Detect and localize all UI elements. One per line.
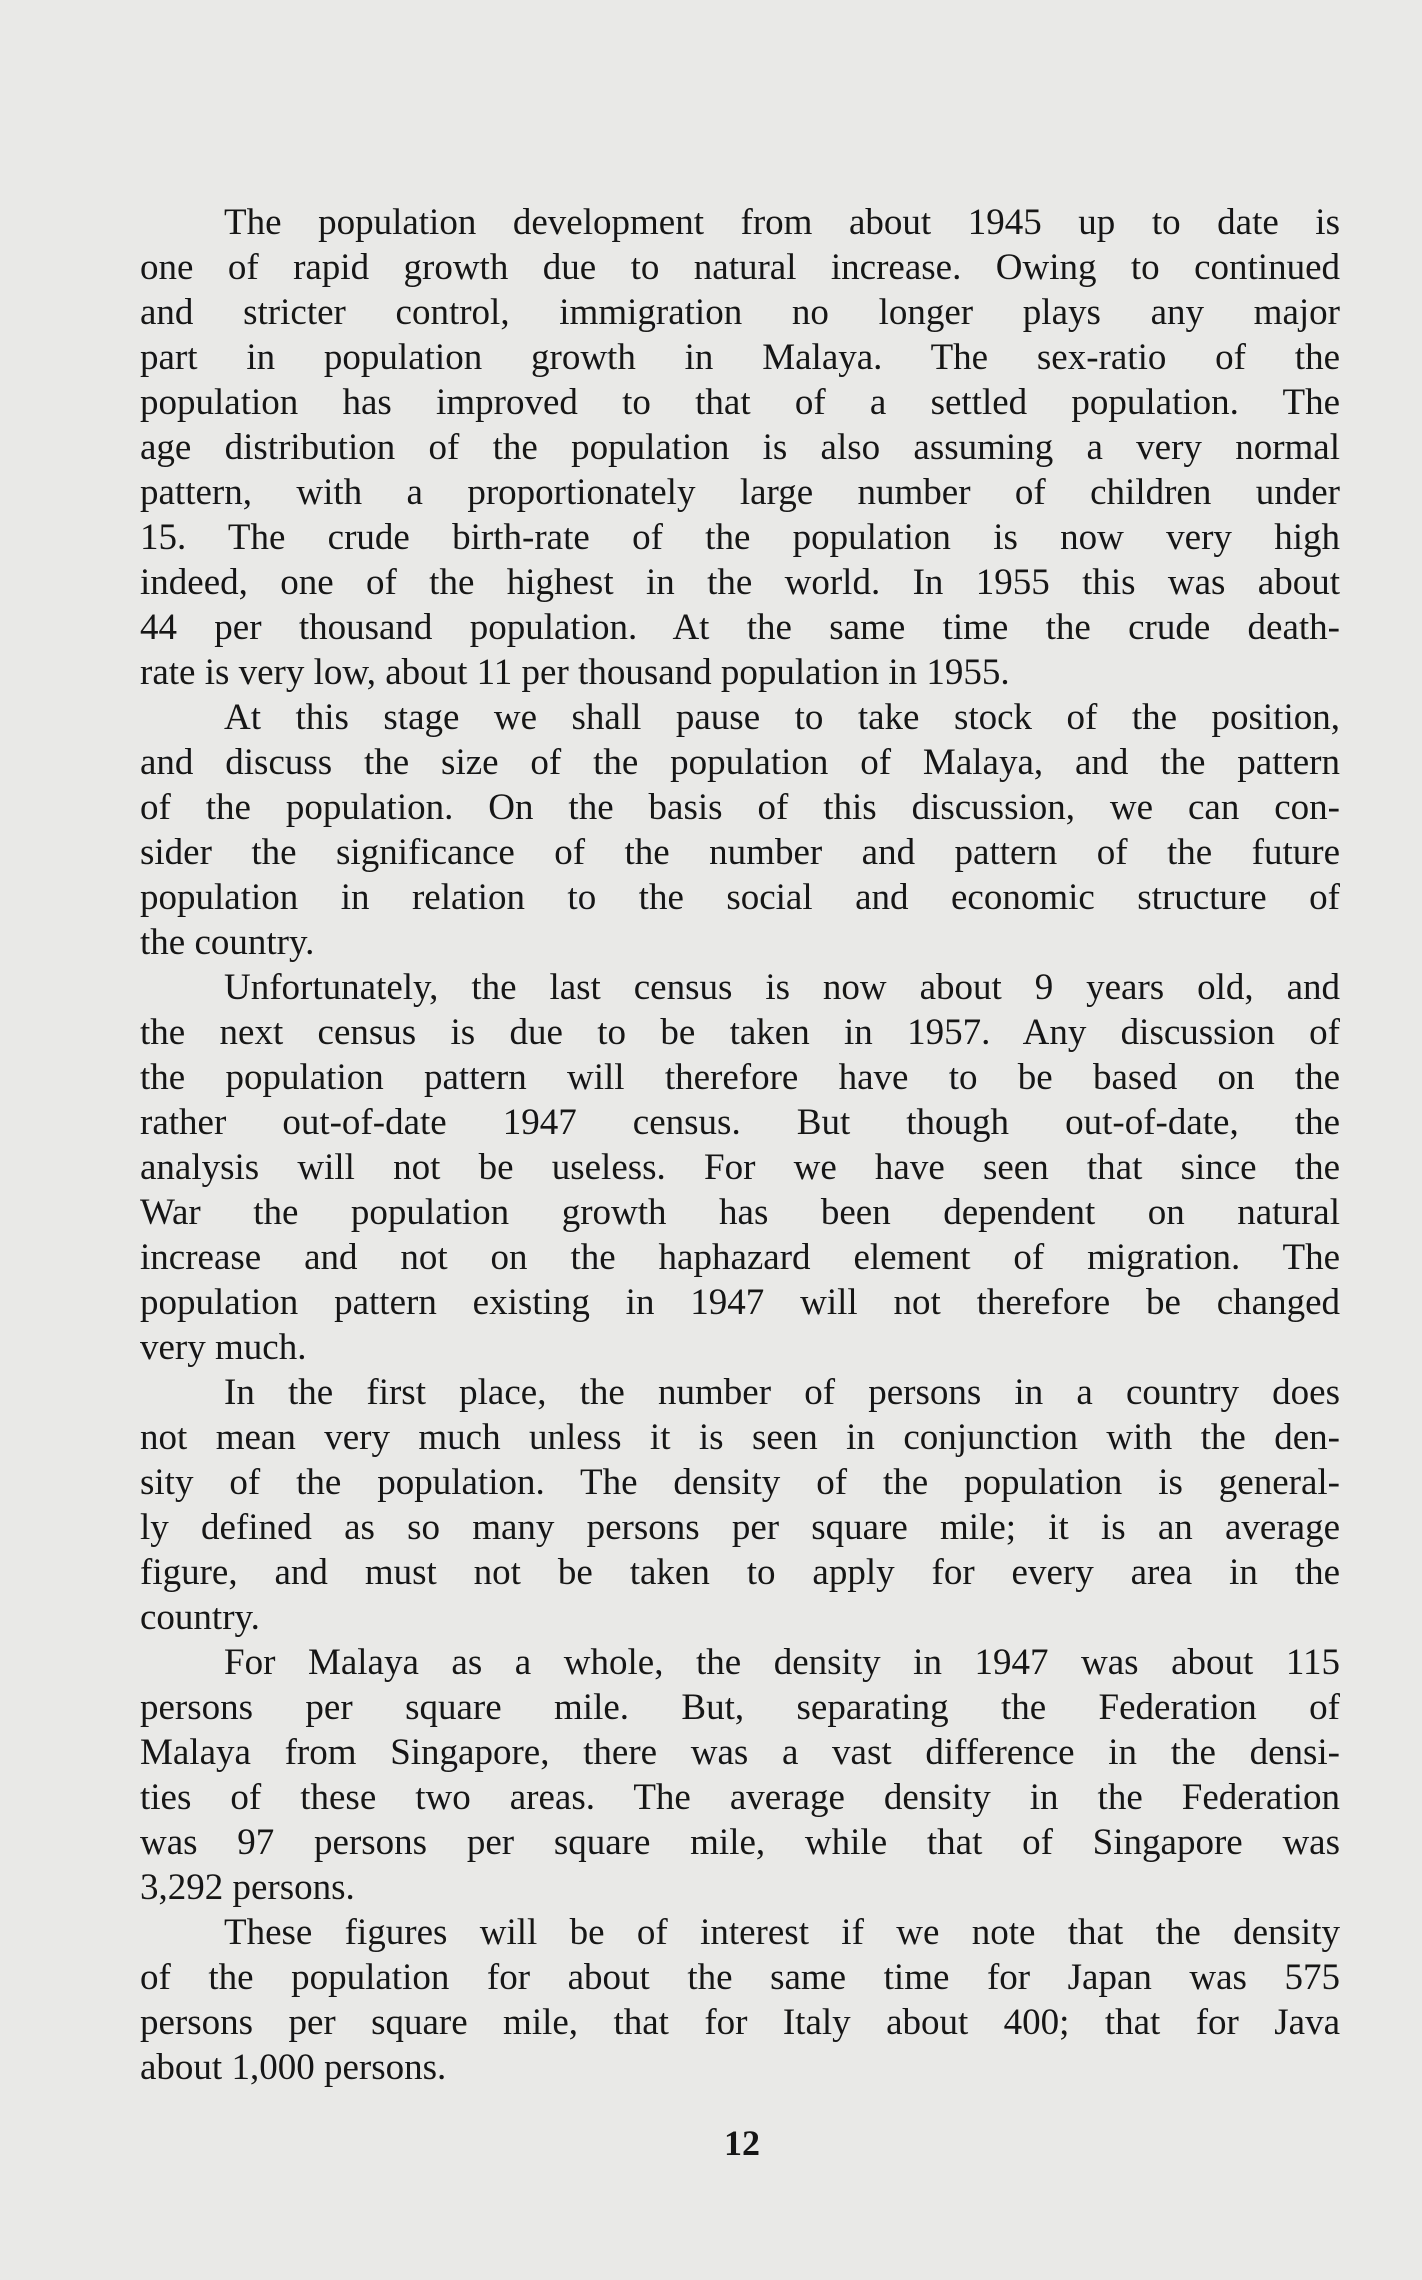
text-line: persons per square mile, that for Italy about 400; that for Java bbox=[140, 2002, 1340, 2043]
text-line: 3,292 persons. bbox=[140, 1867, 355, 1908]
text-line: the country. bbox=[140, 922, 315, 963]
text-line: rather out-of-date 1947 census. But though out-of-date, the bbox=[140, 1102, 1340, 1143]
text-line: 44 per thousand population. At the same time the crude death- bbox=[140, 607, 1340, 648]
text-line: population pattern existing in 1947 will not therefore be changed bbox=[140, 1282, 1340, 1323]
text-line: These figures will be of interest if we note that the density bbox=[224, 1912, 1340, 1953]
text-line: population has improved to that of a settled population. The bbox=[140, 382, 1340, 423]
text-line: persons per square mile. But, separating the Federation of bbox=[140, 1687, 1340, 1728]
text-line: analysis will not be useless. For we have seen that since the bbox=[140, 1147, 1340, 1188]
paragraph bbox=[140, 965, 1340, 1370]
text-line: In the first place, the number of persons in a country does bbox=[224, 1372, 1340, 1413]
text-line: rate is very low, about 11 per thousand population in 1955. bbox=[140, 652, 1010, 693]
text-line: and discuss the size of the population of Malaya, and the pattern bbox=[140, 742, 1340, 783]
paragraph bbox=[140, 1640, 1340, 1910]
text-line: country. bbox=[140, 1597, 260, 1638]
text-line: Unfortunately, the last census is now about 9 years old, and bbox=[224, 967, 1340, 1008]
text-line: one of rapid growth due to natural increase. Owing to continued bbox=[140, 247, 1340, 288]
text-line: sider the significance of the number and pattern of the future bbox=[140, 832, 1340, 873]
text-line: about 1,000 persons. bbox=[140, 2047, 447, 2088]
text-line: increase and not on the haphazard element of migration. The bbox=[140, 1237, 1340, 1278]
text-line: very much. bbox=[140, 1327, 307, 1368]
page-body bbox=[140, 200, 1340, 2090]
page-number: 12 bbox=[724, 2123, 760, 2163]
paragraph bbox=[140, 1370, 1340, 1640]
text-line: population in relation to the social and economic structure of bbox=[140, 877, 1340, 918]
text-line: and stricter control, immigration no longer plays any major bbox=[140, 292, 1340, 333]
paragraph bbox=[140, 695, 1340, 965]
text-line: ly defined as so many persons per square mile; it is an average bbox=[140, 1507, 1340, 1548]
text-line: ties of these two areas. The average density in the Federation bbox=[140, 1777, 1340, 1818]
text-line: part in population growth in Malaya. The sex-ratio of the bbox=[140, 337, 1340, 378]
text-line: 15. The crude birth-rate of the population is now very high bbox=[140, 517, 1340, 558]
text-line: Malaya from Singapore, there was a vast difference in the densi- bbox=[140, 1732, 1340, 1773]
text-line: not mean very much unless it is seen in conjunction with the den- bbox=[140, 1417, 1340, 1458]
paragraph bbox=[140, 1910, 1340, 2090]
text-line: The population development from about 1945 up to date is bbox=[224, 202, 1340, 243]
text-line: For Malaya as a whole, the density in 1947 was about 115 bbox=[224, 1642, 1340, 1683]
text-line: sity of the population. The density of the population is general- bbox=[140, 1462, 1340, 1503]
text-line: figure, and must not be taken to apply for every area in the bbox=[140, 1552, 1340, 1593]
text-line: age distribution of the population is also assuming a very normal bbox=[140, 427, 1340, 468]
paragraph bbox=[140, 200, 1340, 695]
text-line: pattern, with a proportionately large number of children under bbox=[140, 472, 1340, 513]
text-line: the population pattern will therefore have to be based on the bbox=[140, 1057, 1340, 1098]
text-line: indeed, one of the highest in the world. In 1955 this was about bbox=[140, 562, 1340, 603]
text-line: was 97 persons per square mile, while that of Singapore was bbox=[140, 1822, 1340, 1863]
text-line: of the population. On the basis of this discussion, we can con- bbox=[140, 787, 1340, 828]
text-line: At this stage we shall pause to take stock of the position, bbox=[224, 697, 1340, 738]
text-line: of the population for about the same time for Japan was 575 bbox=[140, 1957, 1340, 1998]
text-line: the next census is due to be taken in 1957. Any discussion of bbox=[140, 1012, 1340, 1053]
text-line: War the population growth has been dependent on natural bbox=[140, 1192, 1340, 1233]
